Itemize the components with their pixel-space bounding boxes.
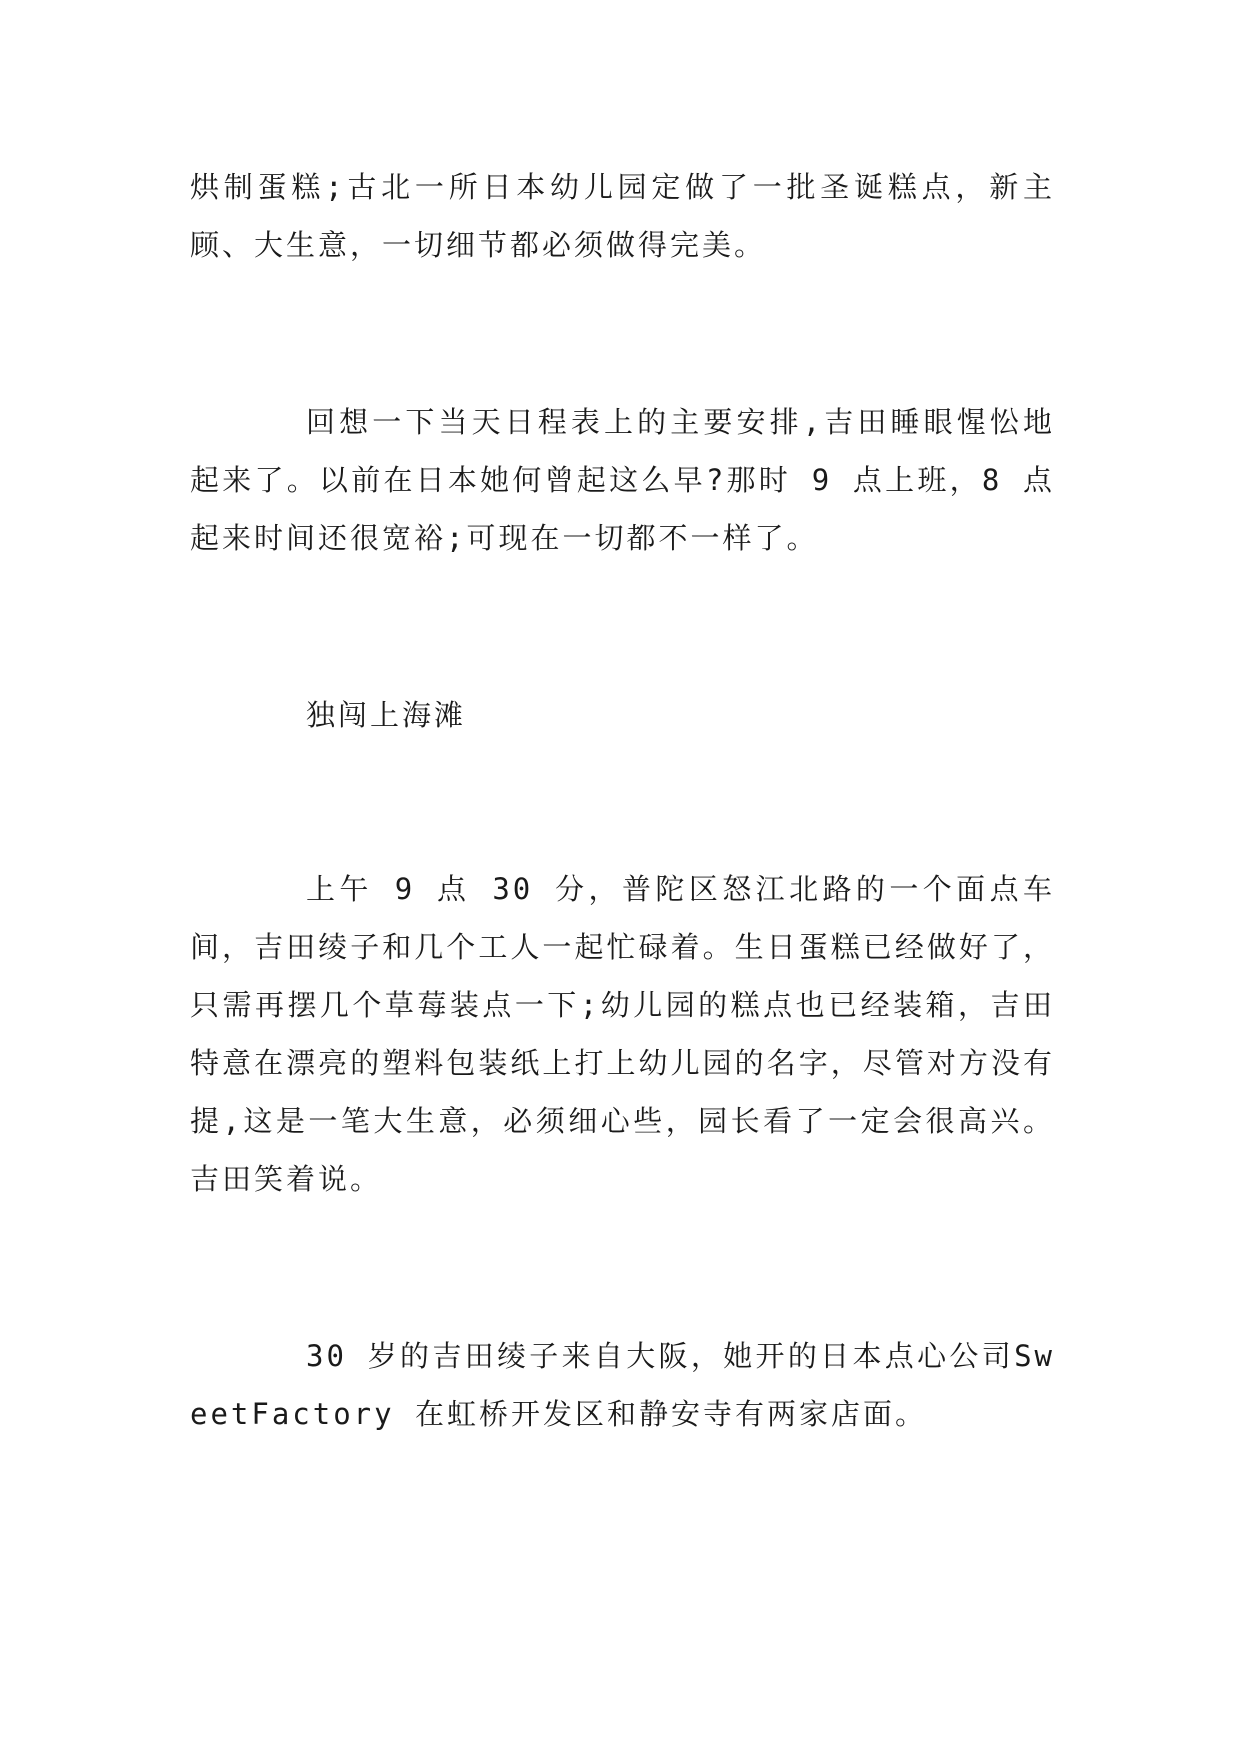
paragraph-continuation: 烘制蛋糕;古北一所日本幼儿园定做了一批圣诞糕点，新主顾、大生意，一切细节都必须做得完美。 [190, 170, 1055, 262]
paragraph-workshop: 上午 9 点 30 分，普陀区怒江北路的一个面点车间，吉田绫子和几个工人一起忙碌着。生日蛋糕已经做好了，只需再摆几个草莓装点一下;幼儿园的糕点也已经装箱，吉田特意在漂亮的塑料包装纸上打上幼儿园的名字，尽管对方没有提,这是一笔大生意，必须细心些，园长看了一定会很高兴。吉田笑着说。 [190, 872, 1055, 1196]
paragraph-company-intro: 30 岁的吉田绫子来自大阪，她开的日本点心公司SweetFactory 在虹桥开发区和静安寺有两家店面。 [190, 1339, 1055, 1431]
section-heading: 独闯上海滩 [306, 698, 467, 732]
paragraph-morning-schedule: 回想一下当天日程表上的主要安排,吉田睡眼惺忪地起来了。以前在日本她何曾起这么早?那时 9 点上班，8 点起来时间还很宽裕;可现在一切都不一样了。 [190, 405, 1055, 555]
